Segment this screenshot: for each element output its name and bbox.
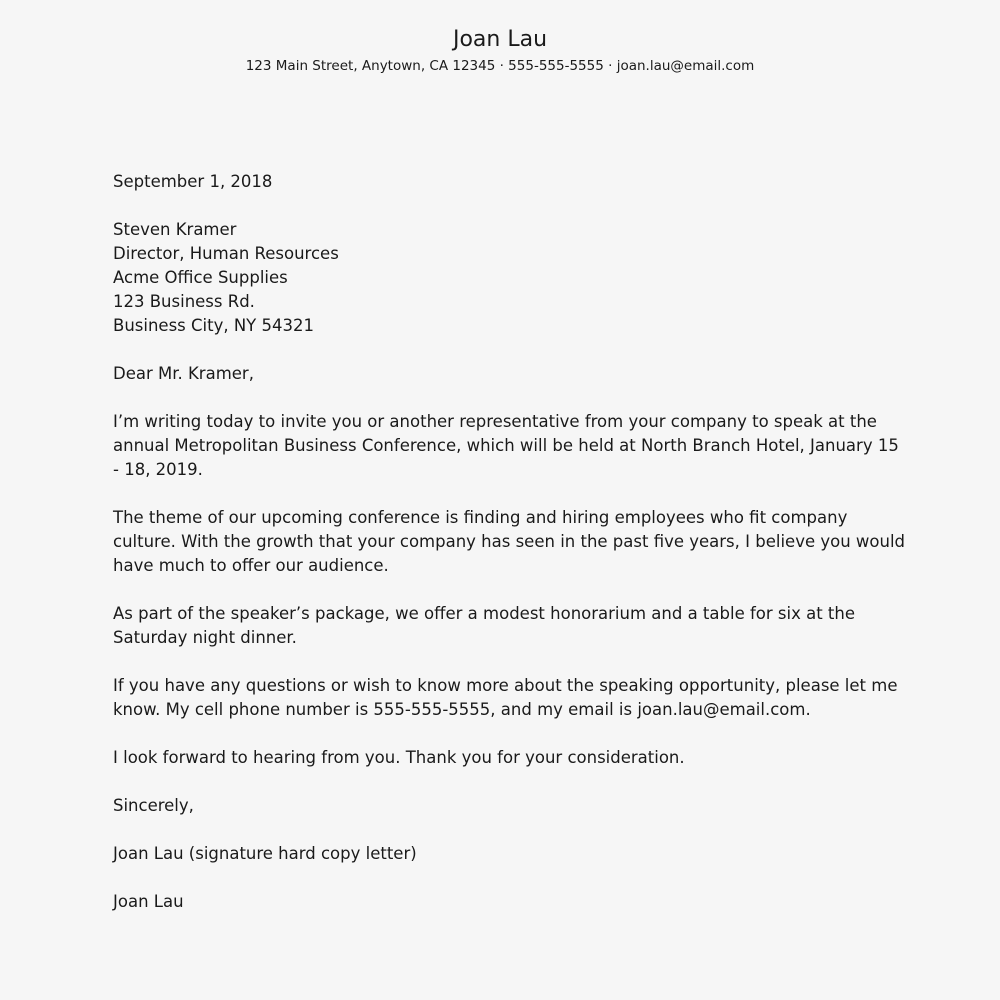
letter-date-block	[113, 170, 893, 194]
letterhead	[0, 26, 1000, 76]
closing-block	[113, 794, 893, 818]
typed-name: Joan Lau	[113, 892, 184, 911]
recipient-address	[113, 218, 893, 338]
paragraph-line: culture. With the growth that your company has seen in the past five years, I believe you would	[113, 532, 906, 551]
recipient-title: Director, Human Resources	[113, 244, 339, 263]
paragraph-line: - 18, 2019.	[113, 460, 203, 479]
paragraph-line: I’m writing today to invite you or another representative from your company to speak at the	[113, 412, 877, 431]
paragraph-line: I look forward to hearing from you. Thank you for your consideration.	[113, 748, 685, 767]
body-paragraph-5	[113, 746, 893, 770]
sender-contact-info: 123 Main Street, Anytown, CA 12345 · 555-555-5555 · joan.lau@email.com	[245, 58, 755, 74]
recipient-name: Steven Kramer	[113, 220, 237, 239]
recipient-street: 123 Business Rd.	[113, 292, 255, 311]
recipient-city: Business City, NY 54321	[113, 316, 314, 335]
paragraph-line: have much to offer our audience.	[113, 556, 389, 575]
body-paragraph-4	[113, 674, 898, 722]
recipient-company: Acme Office Supplies	[113, 268, 288, 287]
paragraph-line: The theme of our upcoming conference is finding and hiring employees who fit company	[113, 508, 848, 527]
body-paragraph-3	[113, 602, 893, 650]
paragraph-line: If you have any questions or wish to know more about the speaking opportunity, please let me	[113, 676, 898, 695]
paragraph-line: know. My cell phone number is 555-555-5555, and my email is joan.lau@email.com.	[113, 700, 811, 719]
paragraph-line: annual Metropolitan Business Conference, which will be held at North Branch Hotel, January 15	[113, 436, 899, 455]
letter-body	[113, 170, 906, 938]
signature-block	[113, 842, 893, 866]
closing: Sincerely,	[113, 796, 194, 815]
paragraph-line: Saturday night dinner.	[113, 628, 297, 647]
signature-note: Joan Lau (signature hard copy letter)	[113, 844, 417, 863]
paragraph-line: As part of the speaker’s package, we offer a modest honorarium and a table for six at the	[113, 604, 855, 623]
salutation: Dear Mr. Kramer,	[113, 364, 254, 383]
typed-name-block	[113, 890, 893, 914]
salutation-block	[113, 362, 893, 386]
body-paragraph-2	[113, 506, 906, 578]
letter-date: September 1, 2018	[113, 172, 273, 191]
body-paragraph-1	[113, 410, 899, 482]
sender-name: Joan Lau	[452, 27, 548, 52]
